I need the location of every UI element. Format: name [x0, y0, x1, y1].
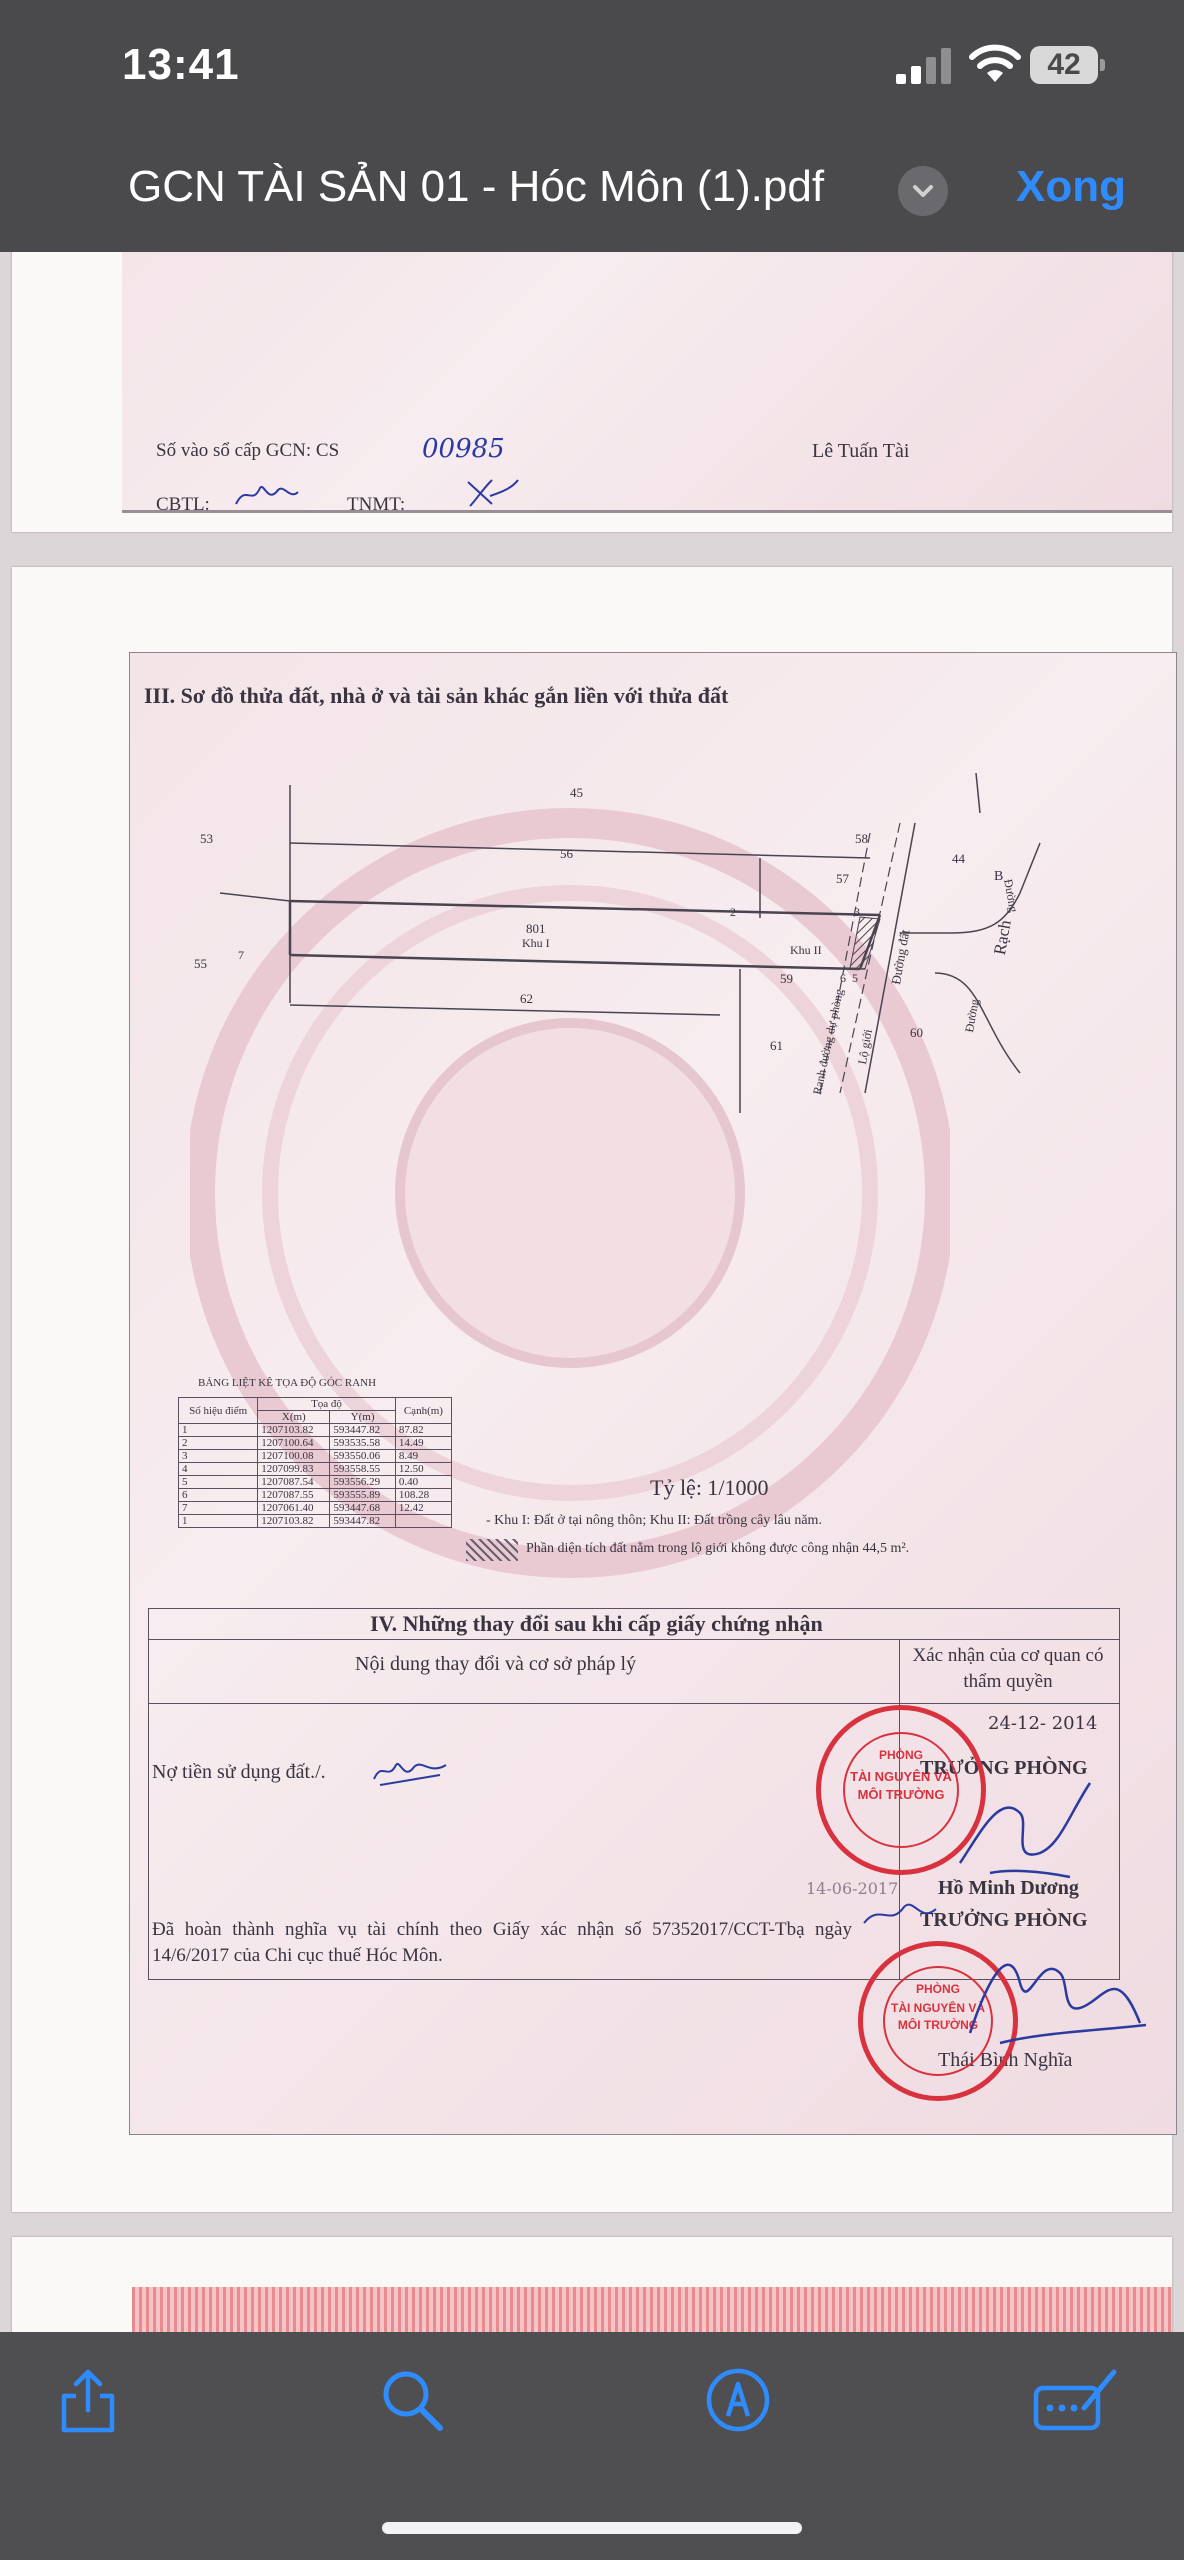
- cell-point: 5: [179, 1476, 258, 1489]
- corner-point-3: 3: [854, 905, 860, 919]
- cell-y: 593555.89: [330, 1489, 395, 1502]
- parcel-53: 53: [200, 831, 213, 846]
- confirm-date-2: 14-06-2017: [806, 1879, 899, 1898]
- table-row: [179, 1437, 452, 1450]
- map-legend-zones: - Khu I: Đất ở tại nông thôn; Khu II: Đất trồng cây lâu năm.: [486, 1513, 822, 1528]
- cell-point: 4: [179, 1463, 258, 1476]
- coords-header-coord: Tọa độ: [258, 1398, 396, 1411]
- road-boundary-label: Lộ giới: [855, 1028, 875, 1066]
- annotate-icon[interactable]: [1032, 2362, 1122, 2438]
- table-row: [179, 1476, 452, 1489]
- pdf-page-1: [12, 252, 1172, 532]
- parcel-map: [160, 773, 1160, 1173]
- cellular-signal-icon: [896, 48, 952, 84]
- cell-point: 1: [179, 1515, 258, 1528]
- zone-1-label: Khu I: [522, 936, 550, 950]
- corner-point-5: 5: [852, 971, 858, 985]
- confirm-date-1: 24-12- 2014: [988, 1713, 1098, 1734]
- cell-y: 593447.68: [330, 1502, 395, 1515]
- home-indicator: [382, 2522, 802, 2534]
- stamp-1-center: PHÒNG: [878, 1748, 923, 1762]
- road-label-2: Đường: [962, 997, 982, 1034]
- cell-edge: 14.49: [395, 1437, 451, 1450]
- status-time: 13:41: [122, 40, 240, 89]
- corner-point-7: 7: [238, 948, 244, 962]
- document-title[interactable]: GCN TÀI SẢN 01 - Hóc Môn (1).pdf: [128, 162, 825, 211]
- title-menu-button[interactable]: [898, 166, 948, 216]
- cell-y: 593550.06: [330, 1450, 395, 1463]
- cell-point: 3: [179, 1450, 258, 1463]
- cell-x: 1207103.82: [258, 1424, 330, 1437]
- table-row: [179, 1515, 452, 1528]
- tnmt-signature: [462, 474, 522, 510]
- pdf-page-3: [12, 2237, 1172, 2332]
- cell-point: 2: [179, 1437, 258, 1450]
- initials-signature: [232, 478, 302, 512]
- page1-signer-name: Lê Tuấn Tài: [812, 440, 910, 462]
- coords-table: [178, 1397, 452, 1528]
- signature-2: [950, 1913, 1150, 2053]
- coords-header-x: X(m): [258, 1411, 330, 1424]
- cell-edge: 12.50: [395, 1463, 451, 1476]
- cell-point: 1: [179, 1424, 258, 1437]
- wifi-icon: [968, 44, 1022, 84]
- cell-y: 593447.82: [330, 1515, 395, 1528]
- road-label-1: Đường: [1001, 878, 1021, 914]
- parcel-55: 55: [194, 956, 207, 971]
- table-row: [179, 1450, 452, 1463]
- confirm-role-2: TRƯỞNG PHÒNG: [920, 1909, 1088, 1931]
- confirm-signer-2: Thái Bình Nghĩa: [938, 2049, 1073, 2071]
- table-row: [179, 1489, 452, 1502]
- zone-2-label: Khu II: [790, 943, 822, 957]
- cell-edge: 12.42: [395, 1502, 451, 1515]
- battery-level: 42: [1047, 48, 1081, 81]
- corner-point-2: 2: [730, 905, 736, 919]
- entry1-initials: [370, 1751, 450, 1791]
- corner-point-6: 6: [840, 971, 846, 985]
- chevron-down-icon: [898, 166, 948, 216]
- parcel-62: 62: [520, 991, 533, 1006]
- changes-col-content: Nội dung thay đổi và cơ sở pháp lý: [355, 1653, 637, 1675]
- cell-point: 6: [179, 1489, 258, 1502]
- parcel-45: 45: [570, 785, 583, 800]
- stamp-2-org: TÀI NGUYÊN VÀ MÔI TRƯỜNG: [890, 2001, 985, 2032]
- cell-edge: 0.40: [395, 1476, 451, 1489]
- cell-y: 593558.55: [330, 1463, 395, 1476]
- parcel-57: 57: [836, 871, 849, 886]
- coords-table-title: BẢNG LIỆT KÊ TỌA ĐỘ GÓC RANH: [198, 1377, 377, 1389]
- pdf-viewer[interactable]: [0, 252, 1184, 2332]
- search-icon[interactable]: [374, 2362, 450, 2438]
- table-row: [179, 1424, 452, 1437]
- status-bar: [0, 0, 1184, 140]
- cell-x: 1207099.83: [258, 1463, 330, 1476]
- parcel-59: 59: [780, 971, 793, 986]
- cell-x: 1207100.64: [258, 1437, 330, 1450]
- coords-header-y: Y(m): [330, 1411, 395, 1424]
- hatch-legend-swatch: [466, 1539, 518, 1561]
- cell-x: 1207061.40: [258, 1502, 330, 1515]
- share-icon[interactable]: [50, 2362, 126, 2438]
- parcel-44: 44: [952, 851, 965, 866]
- stamp-2-center: PHÒNG: [915, 1982, 960, 1996]
- north-arrow-label: B: [994, 869, 1004, 884]
- cell-y: 593556.29: [330, 1476, 395, 1489]
- cell-edge: [395, 1515, 451, 1528]
- coords-header-point: Số hiệu điểm: [179, 1398, 258, 1424]
- serial-label: Số vào sổ cấp GCN: CS: [156, 440, 340, 461]
- cell-x: 1207087.55: [258, 1489, 330, 1502]
- certificate-border-pattern: [132, 2287, 1172, 2332]
- markup-icon[interactable]: [700, 2362, 776, 2438]
- canal-label: Rạch: [990, 918, 1015, 957]
- table-row: [179, 1502, 452, 1515]
- tnmt-label: TNMT:: [347, 494, 406, 515]
- reserve-road-label: Ranh đường dự phòng: [810, 987, 847, 1096]
- section4-heading: IV. Những thay đổi sau khi cấp giấy chứng nhận: [370, 1611, 823, 1636]
- cell-x: 1207103.82: [258, 1515, 330, 1528]
- done-button[interactable]: Xong: [1016, 162, 1126, 211]
- stamp-1-org: TÀI NGUYÊN VÀ MÔI TRƯỜNG: [850, 1769, 952, 1802]
- section3-heading: III. Sơ đồ thửa đất, nhà ở và tài sản khác gắn liền với thửa đất: [144, 683, 729, 708]
- cbtl-label: CBTL:: [156, 494, 210, 515]
- confirm-signer-1: Hồ Minh Dương: [938, 1877, 1079, 1899]
- changes-col-confirm: Xác nhận của cơ quan có thẩm quyền: [912, 1645, 1104, 1692]
- parcel-61: 61: [770, 1038, 783, 1053]
- parcel-58: 58: [855, 831, 868, 846]
- cell-edge: 87.82: [395, 1424, 451, 1437]
- cell-x: 1207087.54: [258, 1476, 330, 1489]
- change-entry-2: Đã hoàn thành nghĩa vụ tài chính theo Giấy xác nhận số 57352017/CCT-Tbạ ngày 14/6/2017 của Chi cục thuế Hóc Môn.: [152, 1919, 852, 1966]
- cell-edge: 108.28: [395, 1489, 451, 1502]
- confirm-role-1: TRƯỞNG PHÒNG: [920, 1757, 1088, 1779]
- change-entry-1: Nợ tiền sử dụng đất./.: [152, 1761, 326, 1783]
- serial-number: 00985: [422, 434, 505, 464]
- table-row: [179, 1463, 452, 1476]
- parcel-60: 60: [910, 1025, 923, 1040]
- parcel-56: 56: [560, 846, 573, 861]
- battery-icon: [1030, 46, 1108, 84]
- road-label-dirt: Đường đất: [888, 928, 913, 986]
- cell-y: 593535.58: [330, 1437, 395, 1450]
- cell-point: 7: [179, 1502, 258, 1515]
- cell-edge: 8.49: [395, 1450, 451, 1463]
- certificate-sheet: [122, 252, 1172, 513]
- certificate-sheet-main: [129, 652, 1177, 2135]
- signature-1: [950, 1773, 1100, 1883]
- map-scale: Tỷ lệ: 1/1000: [650, 1475, 769, 1500]
- map-legend-hatch: Phần diện tích đất nằm trong lộ giới không được công nhận 44,5 m².: [526, 1541, 910, 1556]
- parcel-801: 801: [526, 921, 546, 936]
- cell-y: 593447.82: [330, 1424, 395, 1437]
- coords-header-edge: Cạnh(m): [395, 1398, 451, 1424]
- cell-x: 1207100.08: [258, 1450, 330, 1463]
- pdf-page-2: [12, 567, 1172, 2212]
